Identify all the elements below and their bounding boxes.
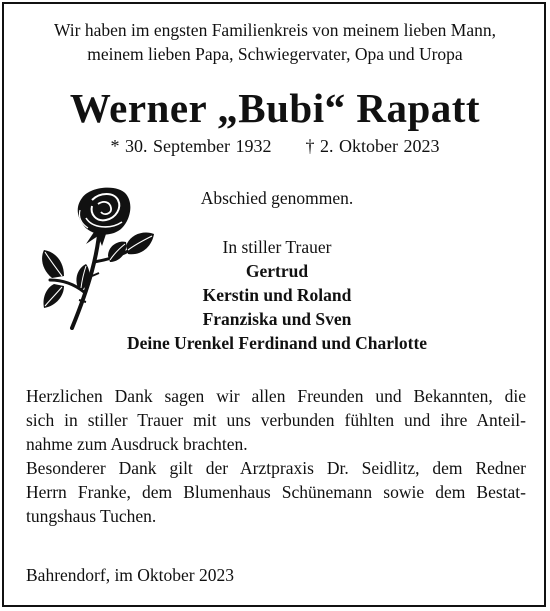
- mourner-name: Kerstin und Roland: [202, 285, 352, 305]
- intro-text: [0, 18, 550, 66]
- life-dates: [0, 134, 550, 158]
- farewell-text: Abschied genommen.: [200, 188, 354, 208]
- thanks-line: Besonderer Dank gilt der Arztpraxis Dr. Seidlitz, dem Redner: [26, 458, 526, 478]
- death-date: † 2. Oktober 2023: [305, 136, 440, 156]
- birth-date: * 30. September 1932: [110, 136, 272, 156]
- mourner-name: Deine Urenkel Ferdinand und Charlotte: [126, 333, 428, 353]
- thanks-line: nahme zum Ausdruck brachten.: [26, 434, 248, 454]
- thanks-line: tungshaus Tuchen.: [26, 506, 157, 526]
- mourner-name: Franziska und Sven: [202, 309, 352, 329]
- thanks-line: Herzlichen Dank sagen wir allen Freunden und Bekannten, die: [26, 386, 526, 406]
- place-date: Bahrendorf, im Oktober 2023: [26, 565, 235, 585]
- thanks-line: Herrn Franke, dem Blumenhaus Schünemann sowie dem Bestat-: [26, 482, 526, 502]
- intro-line-2: meinem lieben Papa, Schwiegervater, Opa und Uropa: [87, 44, 463, 64]
- mourners-heading: In stiller Trauer: [222, 237, 332, 257]
- thanks-text: [26, 384, 526, 528]
- mourner-name: Gertrud: [245, 261, 309, 281]
- mourners-block: [0, 235, 550, 355]
- thanks-line: sich in stiller Trauer mit uns verbunden fühlten und ihre Anteil-: [26, 410, 526, 430]
- deceased-name: Werner „Bubi“ Rapatt: [69, 85, 481, 131]
- intro-line-1: Wir haben im engsten Familienkreis von meinem lieben Mann,: [53, 20, 497, 40]
